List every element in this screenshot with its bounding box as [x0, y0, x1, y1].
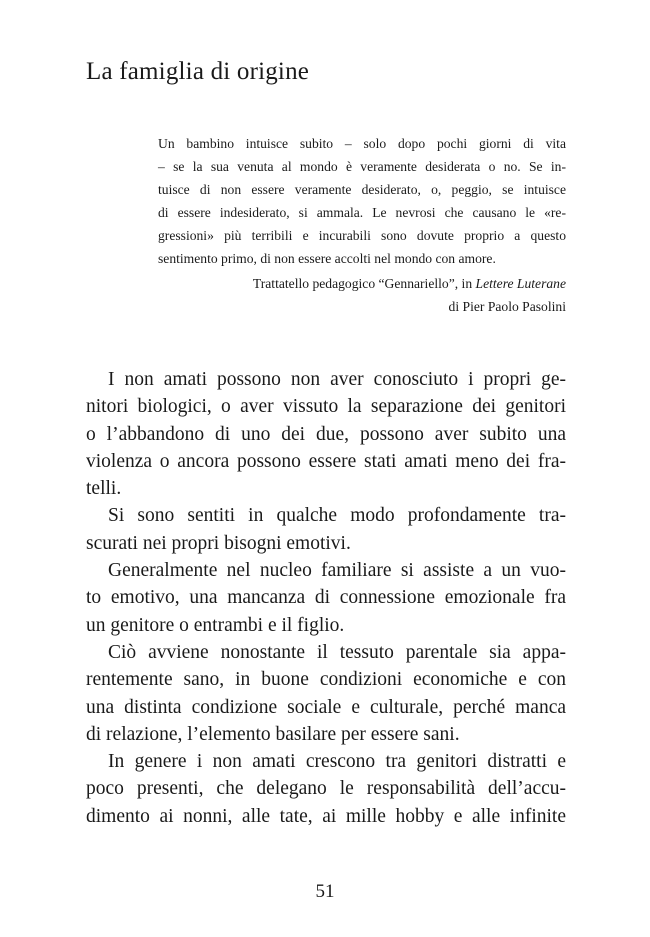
- epigraph-line: sentimento primo, di non essere accolti nel mondo con amore.: [158, 251, 496, 266]
- epigraph-line: – se la sua venuta al mondo è veramente desiderata o no. Se in-: [158, 159, 566, 174]
- epigraph-line: tuisce di non essere veramente desiderato, o, peggio, se intuisce: [158, 182, 566, 197]
- body-line: scurati nei propri bisogni emotivi.: [86, 532, 351, 554]
- body-line: un genitore o entrambi e il figlio.: [86, 614, 345, 636]
- epigraph-line: Un bambino intuisce subito – solo dopo pochi giorni di vita: [158, 136, 566, 151]
- body-line: Si sono sentiti in qualche modo profondamente tra-: [108, 505, 566, 527]
- body-line: telli.: [86, 478, 122, 500]
- attribution-prefix: Trattatello pedagogico “Gennariello”, in: [252, 276, 476, 291]
- body-line: nitori biologici, o aver vissuto la separazione dei genitori: [86, 396, 566, 418]
- body-text: [86, 366, 566, 830]
- body-line: o l’abbandono di uno dei due, possono aver subito una: [86, 423, 566, 445]
- page-number: 51: [315, 881, 335, 902]
- epigraph-line: gressioni» più terribili e incurabili sono dovute proprio a questo: [158, 228, 566, 243]
- body-line: to emotivo, una mancanza di connessione emozionale fra: [86, 587, 566, 609]
- attribution-work-title: Lettere Luterane: [475, 276, 566, 291]
- body-line: I non amati possono non aver conosciuto i propri ge-: [108, 369, 566, 390]
- epigraph-attribution: [150, 272, 566, 318]
- body-line: poco presenti, che delegano le responsabilità dell’accu-: [86, 778, 566, 800]
- body-line: violenza o ancora possono essere stati amati meno dei fra-: [86, 450, 566, 472]
- body-line: In genere i non amati crescono tra genitori distratti e: [108, 751, 566, 773]
- attribution-source: [150, 272, 566, 295]
- body-line: dimento ai nonni, alle tate, ai mille hobby e alle infinite: [86, 805, 566, 827]
- attribution-author: di Pier Paolo Pasolini: [448, 299, 566, 314]
- epigraph-line: di essere indesiderato, si ammala. Le nevrosi che causano le «re-: [158, 205, 566, 220]
- body-line: una distinta condizione sociale e culturale, perché manca: [86, 696, 566, 718]
- body-line: di relazione, l’elemento basilare per essere sani.: [86, 723, 460, 745]
- body-line: rentemente sano, in buone condizioni economiche e con: [86, 669, 566, 691]
- epigraph: [158, 132, 566, 270]
- chapter-title: La famiglia di origine: [86, 58, 310, 85]
- body-line: Generalmente nel nucleo familiare si assiste a un vuo-: [108, 560, 566, 582]
- body-line: Ciò avviene nonostante il tessuto parentale sia appa-: [108, 641, 566, 663]
